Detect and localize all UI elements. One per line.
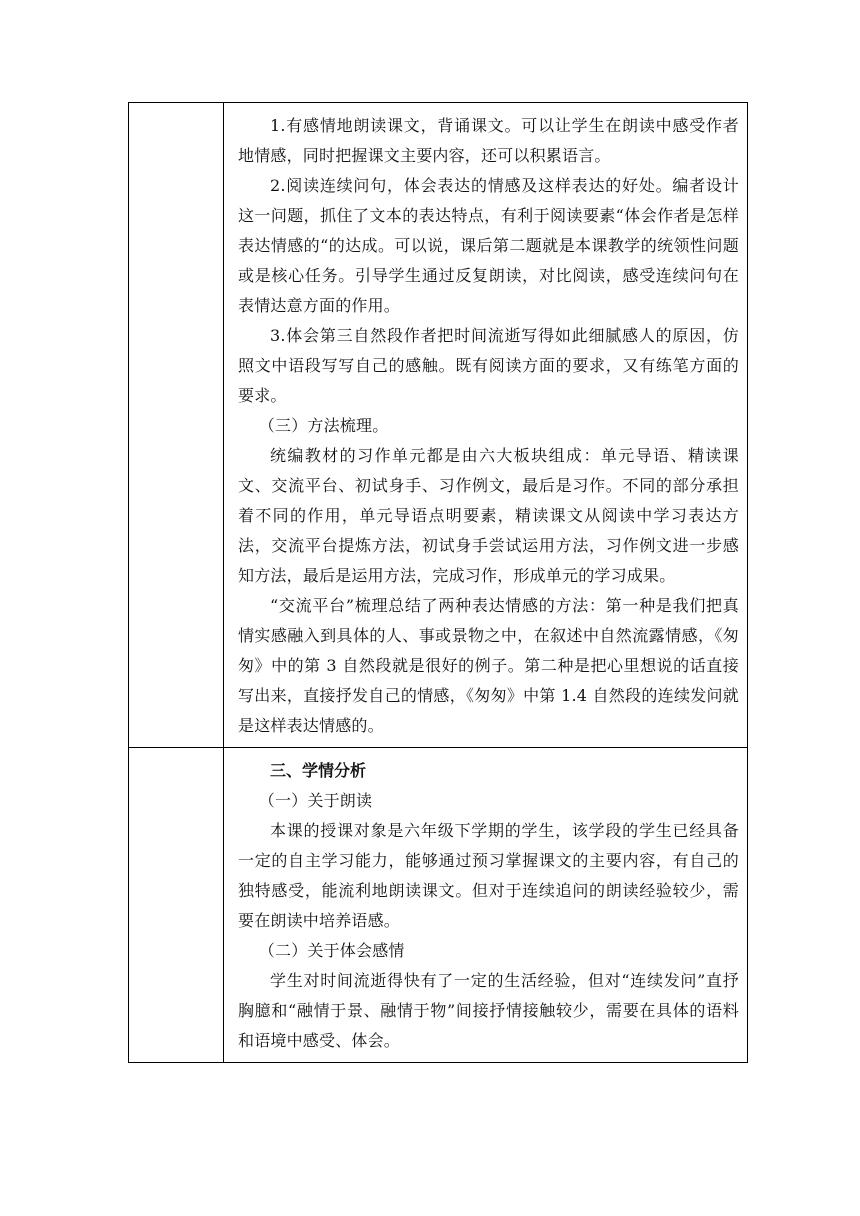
left-label-cell — [129, 748, 224, 1063]
paragraph-reading: 本课的授课对象是六年级下学期的学生，该学段的学生已经具备一定的自主学习能力，能够通过预习掌握课文的主要内容，有自己的独特感受，能流利地朗读课文。但对于连续追问的朗读经验较少，需要在朗读中培养语感。 — [238, 821, 739, 930]
paragraph-method-1: 统编教材的习作单元都是由六大板块组成：单元导语、精读课文、交流平台、初试身手、习作例文，最后是习作。不同的部分承担着不同的作用，单元导语点明要素，精读课文从阅读中学习表达方法，交流平台提炼方法，初试身手尝试运用方法，习作例文进一步感知方法，最后是运用方法，完成习作，形成单元的学习成果。 — [238, 446, 739, 585]
lesson-plan-table — [128, 102, 748, 1063]
table-row — [129, 748, 748, 1063]
section-heading: 三、学情分析 — [270, 761, 367, 780]
paragraph-goal-3: 3.体会第三自然段作者把时间流逝写得如此细腻感人的原因，仿照文中语段写写自己的感触。既有阅读方面的要求，又有练笔方面的要求。 — [238, 326, 739, 405]
teaching-content-cell — [224, 103, 748, 748]
subheading-reading: （一）关于朗读 — [258, 791, 373, 810]
table-row — [129, 103, 748, 748]
student-analysis-cell — [224, 748, 748, 1063]
paragraph-goal-1: 1.有感情地朗读课文，背诵课文。可以让学生在朗读中感受作者地情感，同时把握课文主要内容，还可以积累语言。 — [238, 116, 739, 165]
paragraph-feeling: 学生对时间流逝得快有了一定的生活经验，但对“连续发问”直抒胸臆和“融情于景、融情于物”间接抒情接触较少，需要在具体的语料和语境中感受、体会。 — [238, 971, 739, 1050]
subheading-method: （三）方法梳理。 — [258, 416, 389, 435]
paragraph-method-2: “交流平台”梳理总结了两种表达情感的方法：第一种是我们把真情实感融入到具体的人、事或景物之中，在叙述中自然流露情感，《匆匆》中的第 3 自然段就是很好的例子。第二种是把心里想说的话直接写出来，直接抒发自己的情感，《匆匆》中第 1.4 自然段的连续发问就是这样表达情感的。 — [238, 596, 739, 735]
left-label-cell — [129, 103, 224, 748]
subheading-feeling: （二）关于体会感情 — [258, 941, 405, 960]
paragraph-goal-2: 2.阅读连续问句，体会表达的情感及这样表达的好处。编者设计这一问题，抓住了文本的表达特点，有利于阅读要素“体会作者是怎样表达情感的“的达成。可以说，课后第二题就是本课教学的统领性问题或是核心任务。引导学生通过反复朗读，对比阅读，感受连续问句在表情达意方面的作用。 — [238, 176, 739, 315]
